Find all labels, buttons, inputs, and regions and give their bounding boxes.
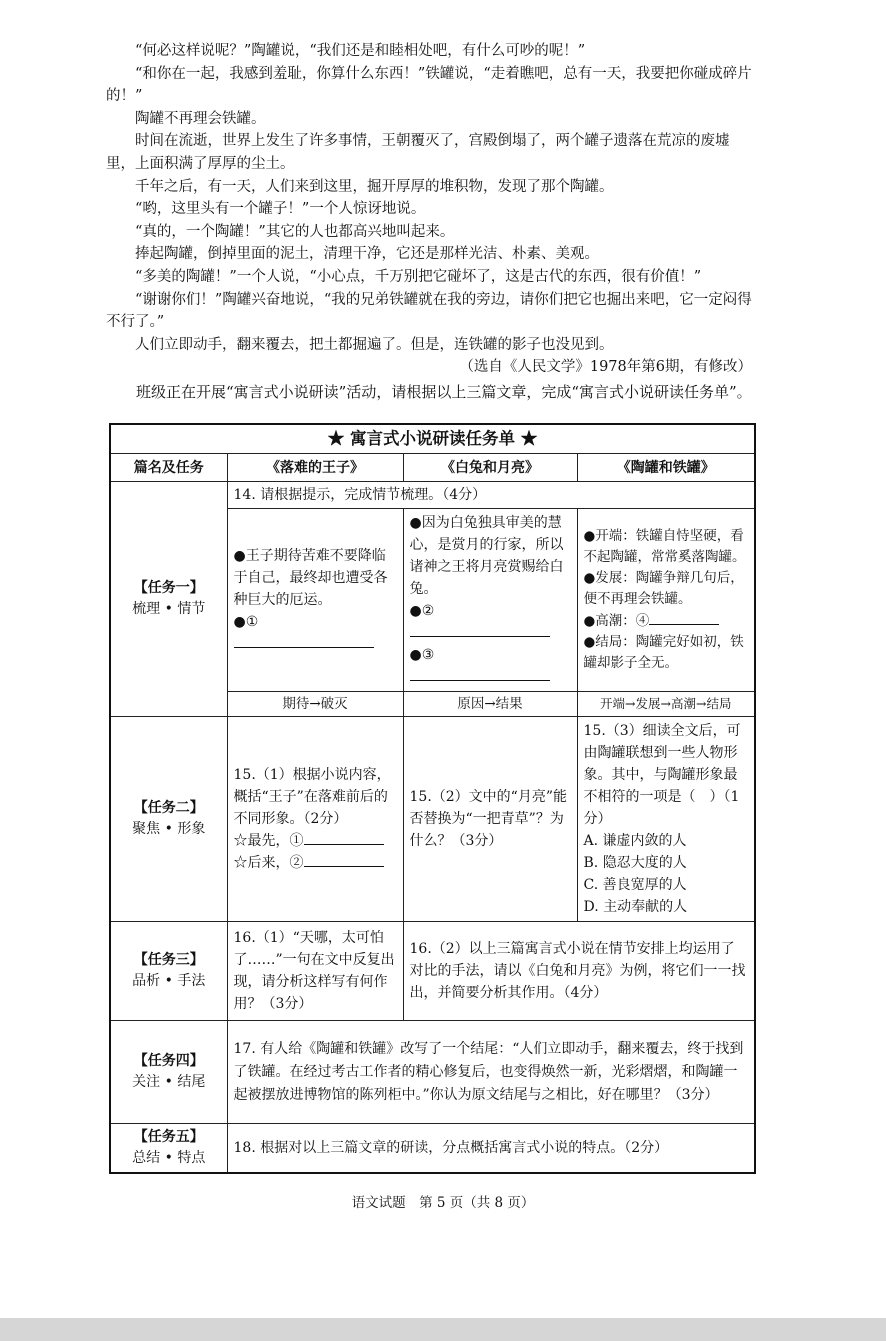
story-paragraph: 千年之后，有一天，人们来到这里，掘开厚厚的堆积物，发现了那个陶罐。 bbox=[135, 178, 614, 195]
prince-plot-text: ●王子期待苦难不要降临于自己，最终却也遭受各种巨大的厄运。 bbox=[233, 548, 388, 608]
task3-number: 【任务三】 bbox=[133, 952, 204, 968]
question-15-3: 15.（3）细读全文后，可由陶罐联想到一些人物形象。其中，与陶罐形象最不相符的一项是（ ）（1分） bbox=[583, 723, 741, 827]
task4-label bbox=[110, 1021, 227, 1124]
story-paragraph: “何必这样说呢？”陶罐说，“我们还是和睦相处吧，有什么可吵的呢！” bbox=[135, 43, 586, 59]
story-paragraph: 陶罐不再理会铁罐。 bbox=[135, 110, 266, 127]
question-15-3-cell bbox=[577, 717, 755, 922]
jar-plot-climax[interactable]: ●高潮：④ bbox=[584, 610, 749, 632]
activity-intro: 班级正在开展“寓言式小说研读”活动，请根据以上三篇文章，完成“寓言式小说研读任务单”。 bbox=[136, 382, 752, 401]
story-paragraph: “哟，这里头有一个罐子！”一个人惊讶地说。 bbox=[135, 201, 426, 218]
story-paragraph: “真的，一个陶罐！”其它的人也都高兴地叫起来。 bbox=[135, 223, 455, 240]
task5-label bbox=[110, 1124, 227, 1174]
task1-name: 梳理 • 情节 bbox=[132, 601, 206, 617]
task1-number: 【任务一】 bbox=[133, 580, 204, 596]
story-paragraph: 人们立即动手，翻来覆去，把土都掘遍了。但是，连铁罐的影子也没见到。 bbox=[135, 336, 614, 353]
header-prince: 《落难的王子》 bbox=[227, 454, 403, 482]
summary-rabbit: 原因→结果 bbox=[403, 692, 577, 717]
question-16-1: 16.（1）“天哪，太可怕了……”一句在文中反复出现，请分析这样写有何作用？（3分） bbox=[227, 922, 403, 1021]
prince-plot-cell bbox=[227, 509, 403, 692]
option-a[interactable]: A. 谦虚内敛的人 bbox=[583, 833, 687, 849]
option-d[interactable]: D. 主动奉献的人 bbox=[583, 899, 688, 915]
task2-number: 【任务二】 bbox=[133, 800, 204, 816]
jar-plot-end: ●结局：陶罐完好如初，铁罐却影子全无。 bbox=[583, 634, 744, 671]
summary-prince: 期待→破灭 bbox=[227, 692, 403, 717]
option-c[interactable]: C. 善良宽厚的人 bbox=[583, 877, 687, 893]
question-15-2: 15.（2）文中的“月亮”能否替换为“一把青草”？为什么？（3分） bbox=[403, 717, 577, 922]
prince-blank-line[interactable]: ●① bbox=[234, 611, 397, 655]
task3-label bbox=[110, 922, 227, 1021]
header-task: 篇名及任务 bbox=[110, 454, 227, 482]
task-sheet-title: ★ 寓言式小说研读任务单 ★ bbox=[110, 424, 755, 454]
task4-name: 关注 • 结尾 bbox=[132, 1074, 206, 1090]
rabbit-plot-cell bbox=[403, 509, 577, 692]
story-text bbox=[106, 40, 756, 404]
story-paragraph: “多美的陶罐！”一个人说，“小心点，千万别把它碰坏了，这是古代的东西，很有价值！” bbox=[135, 268, 702, 285]
rabbit-blank-3[interactable]: ●③ bbox=[410, 644, 571, 688]
rabbit-blank-2[interactable]: ●② bbox=[410, 600, 571, 644]
story-paragraph: “和你在一起，我感到羞耻，你算什么东西！”铁罐说，“走着瞧吧，总有一天，我要把你碰成碎片的！” bbox=[106, 65, 752, 105]
question-15-1: 15.（1）根据小说内容，概括“王子”在落难前后的不同形象。（2分） bbox=[233, 767, 391, 827]
option-b[interactable]: B. 隐忍大度的人 bbox=[583, 855, 687, 871]
question-15-1-cell bbox=[227, 717, 403, 922]
question-16-2: 16.（2）以上三篇寓言式小说在情节安排上均运用了对比的手法，请以《白兔和月亮》为例，将它们一一找出，并简要分析其作用。（4分） bbox=[403, 922, 755, 1021]
story-paragraph: 时间在流逝，世界上发生了许多事情，王朝覆灭了，宫殿倒塌了，两个罐子遗落在荒凉的废墟里，上面积满了厚厚的尘土。 bbox=[106, 133, 730, 172]
jar-plot-cell bbox=[577, 509, 755, 692]
task1-label bbox=[110, 482, 227, 717]
page-footer: 语文试题 第 5 页（共 8 页） bbox=[351, 1195, 535, 1211]
header-rabbit: 《白兔和月亮》 bbox=[403, 454, 577, 482]
later-image-blank[interactable]: ☆后来，② bbox=[234, 852, 397, 874]
rabbit-plot-text: ●因为白兔独具审美的慧心，是赏月的行家，所以诸神之王将月亮赏赐给白兔。 bbox=[409, 515, 564, 597]
jar-plot-start: ●开端：铁罐自恃坚硬，看不起陶罐，常常奚落陶罐。 bbox=[583, 528, 746, 565]
source-citation: （选自《人民文学》1978年第6期，有修改） bbox=[459, 359, 752, 376]
header-jar: 《陶罐和铁罐》 bbox=[577, 454, 755, 482]
task3-name: 品析 • 手法 bbox=[132, 973, 206, 989]
summary-jar: 开端→发展→高潮→结局 bbox=[577, 692, 755, 717]
first-image-blank[interactable]: ☆最先，① bbox=[234, 830, 397, 852]
jar-plot-develop: ●发展：陶罐争辩几句后，便不再理会铁罐。 bbox=[583, 570, 744, 607]
story-paragraph: 捧起陶罐，倒掉里面的泥土，清理干净，它还是那样光洁、朴素、美观。 bbox=[135, 246, 599, 263]
task4-number: 【任务四】 bbox=[133, 1053, 204, 1069]
story-paragraph: “谢谢你们！”陶罐兴奋地说，“我的兄弟铁罐就在我的旁边，请你们把它也掘出来吧，它一定闷得不行了。” bbox=[106, 291, 752, 331]
question-14: 14. 请根据提示，完成情节梳理。（4分） bbox=[227, 482, 755, 509]
task5-number: 【任务五】 bbox=[133, 1129, 204, 1145]
question-17: 17. 有人给《陶罐和铁罐》改写了一个结尾：“人们立即动手，翻来覆去，终于找到了铁罐。在经过考古工作者的精心修复后，也变得焕然一新，光彩熠熠，和陶罐一起被摆放进博物馆的陈列柜中。”你认为原文结尾与之相比，好在哪里？（3分） bbox=[227, 1021, 755, 1124]
task2-label bbox=[110, 717, 227, 922]
task2-name: 聚焦 • 形象 bbox=[132, 821, 206, 837]
bottom-scroll-bar bbox=[0, 1318, 886, 1341]
question-18: 18. 根据对以上三篇文章的研读，分点概括寓言式小说的特点。（2分） bbox=[227, 1124, 755, 1174]
task5-name: 总结 • 特点 bbox=[132, 1150, 206, 1166]
task-sheet-table bbox=[109, 423, 756, 1174]
